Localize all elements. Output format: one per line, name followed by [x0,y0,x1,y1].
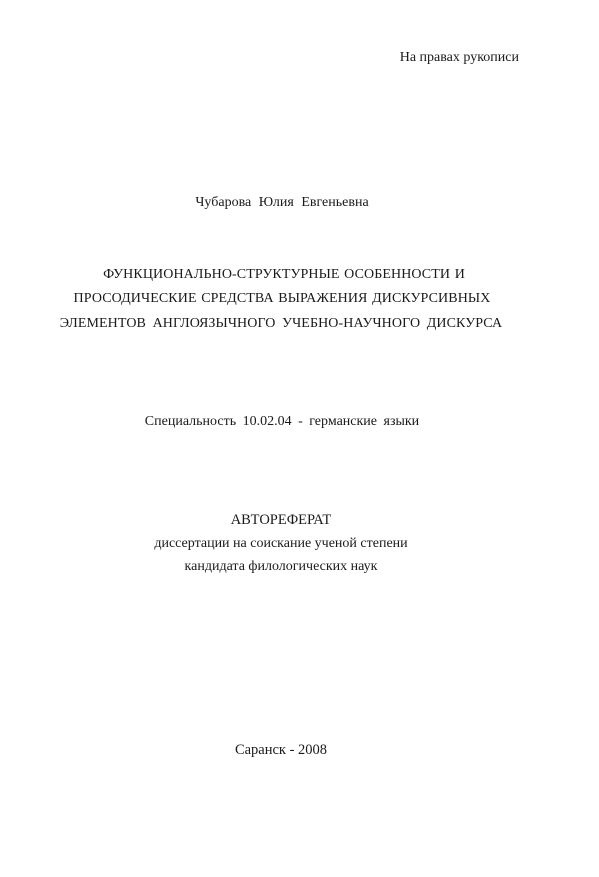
title-line-1: ФУНКЦИОНАЛЬНО-СТРУКТУРНЫЕ ОСОБЕННОСТИ И [103,267,465,282]
rights-notice: На правах рукописи [399,50,519,65]
place-year: Саранск - 2008 [234,742,328,758]
specialty-line: Специальность 10.02.04 - германские языки [144,414,420,429]
abstract-line-2: кандидата филологических наук [184,559,378,574]
abstract-line-1: диссертации на соискание ученой степени [154,536,408,551]
abstract-heading: АВТОРЕФЕРАТ [230,512,332,528]
author-name: Чубарова Юлия Евгеньевна [195,195,369,210]
title-line-3: ЭЛЕМЕНТОВ АНГЛОЯЗЫЧНОГО УЧЕБНО-НАУЧНОГО ДИСКУРСА [59,316,503,331]
title-line-2: ПРОСОДИЧЕСКИЕ СРЕДСТВА ВЫРАЖЕНИЯ ДИСКУРСИВНЫХ [73,291,491,306]
